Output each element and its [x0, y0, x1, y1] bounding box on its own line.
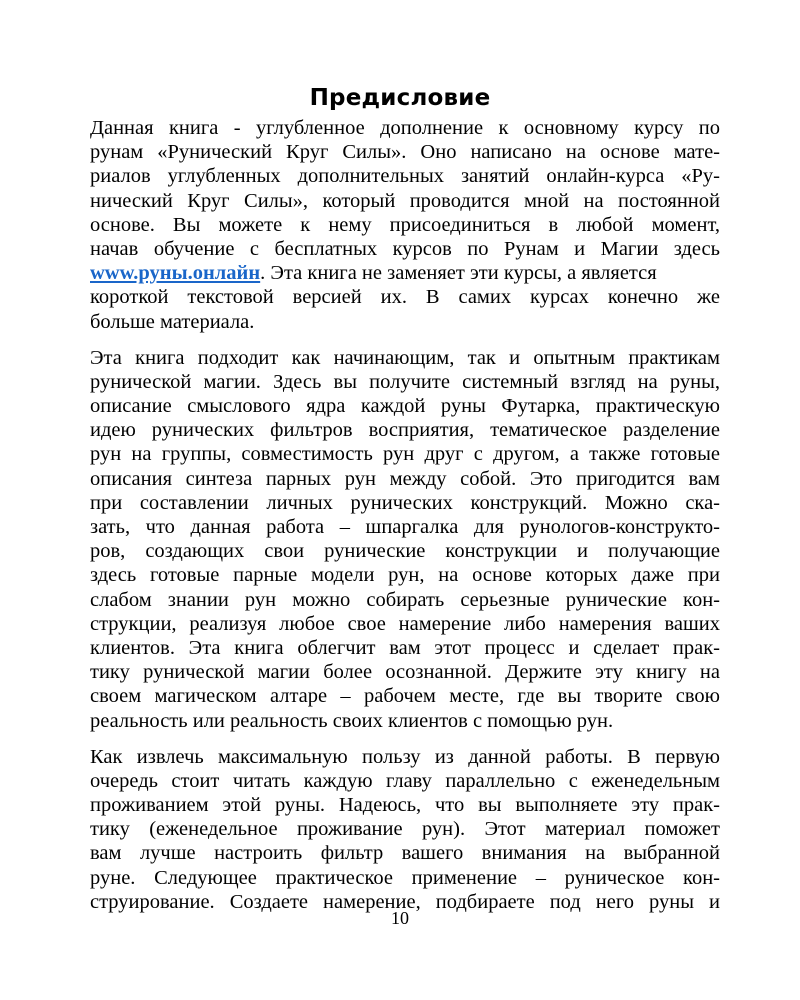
paragraph-2 [90, 346, 720, 733]
text-line: своем магическом алтаре – рабочем месте, где вы творите свою [90, 685, 720, 708]
paragraph-1 [90, 116, 720, 334]
text-line: реальность или реальность своих клиентов с помощью рун. [90, 709, 614, 732]
text-line: ров, создающих свои рунические конструкции и получающие [90, 540, 720, 563]
paragraph-3 [90, 745, 720, 914]
text-line: зать, что данная работа – шпаргалка для рунологов-конструкто- [90, 516, 720, 538]
text-line: проживанием этой руны. Надеюсь, что вы выполняете эту прак- [90, 794, 720, 817]
text-line: здесь готовые парные модели рун, на основе которых даже при [90, 564, 720, 587]
text-after-link: . Эта книга не заменяет эти курсы, а является [260, 262, 657, 285]
text-line: рунической магии. Здесь вы получите системный взгляд на руны, [90, 370, 720, 393]
body-text [90, 116, 720, 926]
text-line: струирование. Создаете намерение, подбираете под него руны и [90, 890, 720, 913]
text-line: Эта книга подходит как начинающим, так и опытным практикам [90, 346, 720, 369]
text-line-with-link [90, 261, 720, 285]
text-line: вам лучше настроить фильтр вашего внимания на выбранной [90, 842, 720, 865]
page-title: Предисловие [309, 85, 491, 112]
text-line: клиентов. Эта книга облегчит вам этот процесс и сделает прак- [90, 636, 720, 659]
text-line: при составлении личных рунических конструкций. Можно ска- [90, 491, 720, 514]
text-line: рунам «Рунический Круг Силы». Оно написано на основе мате- [90, 141, 720, 164]
text-line: начав обучение с бесплатных курсов по Рунам и Магии здесь [90, 237, 720, 260]
page-number: 10 [391, 908, 409, 928]
text-line: руне. Следующее практическое применение – руническое кон- [90, 866, 720, 889]
text-line: рун на группы, совместимость рун друг с другом, а также готовые [90, 443, 720, 466]
text-line: основе. Вы можете к нему присоединиться в любой момент, [90, 213, 720, 236]
text-line: слабом знании рун можно собирать серьезные рунические кон- [90, 588, 720, 611]
text-line: струкции, реализуя любое свое намерение либо намерения ваших [90, 612, 720, 635]
text-line: риалов углубленных дополнительных занятий онлайн-курса «Ру- [90, 165, 720, 188]
text-line: Данная книга - углубленное дополнение к основному курсу по [90, 117, 720, 139]
text-line: тику рунической магии более осознанной. Держите эту книгу на [90, 661, 720, 684]
text-line: очередь стоит читать каждую главу параллельно с еженедельным [90, 769, 720, 792]
text-line: описание смыслового ядра каждой руны Футарка, практическую [90, 395, 720, 418]
text-line: тику (еженедельное проживание рун). Этот материал поможет [90, 818, 720, 841]
text-line: больше материала. [90, 310, 255, 333]
website-link[interactable]: www.руны.онлайн [90, 262, 261, 285]
text-line: нический Круг Силы», который проводится мной на постоянной [90, 189, 720, 212]
text-line: короткой текстовой версией их. В самих курсах конечно же [90, 286, 720, 309]
text-line: Как извлечь максимальную пользу из данной работы. В первую [90, 745, 720, 768]
text-line: идею рунических фильтров восприятия, тематическое разделение [90, 419, 720, 442]
text-line: описания синтеза парных рун между собой. Это пригодится вам [90, 467, 720, 490]
